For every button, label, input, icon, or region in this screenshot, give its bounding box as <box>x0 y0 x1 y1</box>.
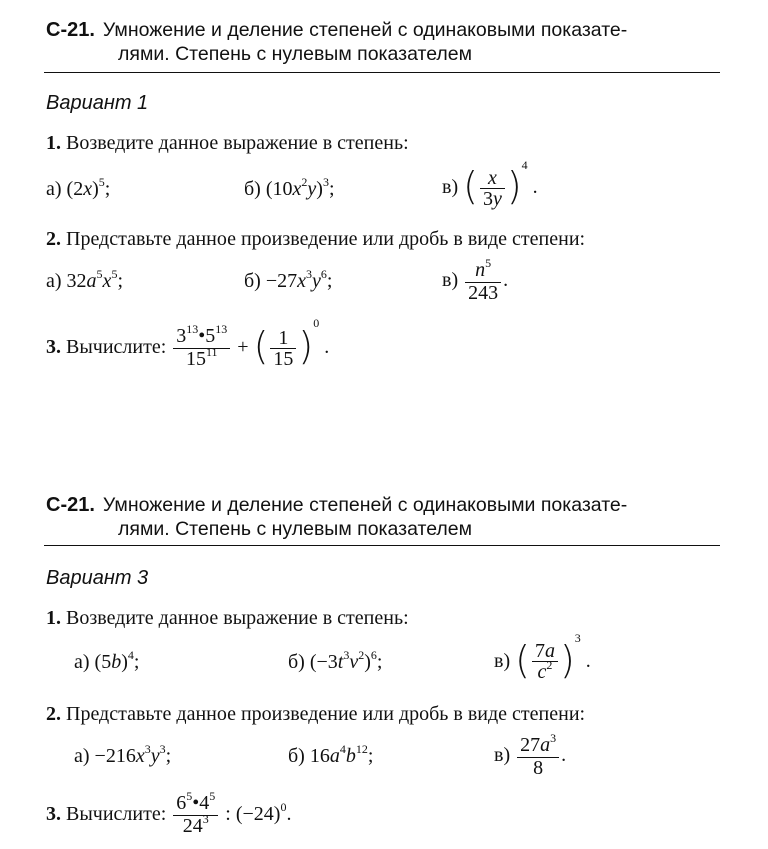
task-3: 3. Вычислите: $\frac{3^{13}•5^{13}}{15^{11}}$ + ( $\frac{1}{15}$ )$^0$ . <box>46 316 330 370</box>
variant-title: Вариант 1 <box>46 92 149 114</box>
task-1a: а) $(5b)^4$; <box>74 648 140 673</box>
header-rule <box>44 72 720 73</box>
task-2c: в) $\frac{n^5}{243}$ . <box>442 256 509 304</box>
section-header <box>46 18 627 66</box>
task-1b: б) $(10x^2y)^3$; <box>244 175 335 200</box>
variant-title: Вариант 3 <box>46 567 149 589</box>
task-1c: в) ( $\frac{x}{3y}$ )$^4$ . <box>442 158 538 210</box>
worksheet-variant-3 <box>44 485 722 845</box>
task-2b: $б) -27x^3y^6$; <box>244 267 333 292</box>
section-code: С-21. <box>46 494 95 516</box>
section-header <box>46 493 627 541</box>
task-3: 3. Вычислите: $\frac{6^5•4^5}{24^3}$ : $(-24)^0$. <box>46 789 292 837</box>
task-2b: б) $16a^4b^{12}$; <box>288 742 374 767</box>
task-2-heading: 2. Представьте данное произведение или дробь в виде степени: <box>46 228 586 250</box>
section-title-line2: лями. Степень с нулевым показателем <box>118 43 473 65</box>
task-2a: $а) -216x^3y^3$; <box>74 742 172 767</box>
task-2c: в) $\frac{27a^3}{8}$ . <box>494 731 567 779</box>
section-title-line1: Умножение и деление степеней с одинаковыми показате- <box>102 19 628 41</box>
section-title-line2: лями. Степень с нулевым показателем <box>118 518 473 540</box>
section-title-line1: Умножение и деление степеней с одинаковыми показате- <box>102 494 628 516</box>
task-1b: б) $(-3t^3v^2)^6$; <box>288 648 383 673</box>
task-2a: а) $32a^5x^5$; <box>46 267 123 292</box>
worksheet-variant-1 <box>44 10 722 390</box>
section-code: С-21. <box>46 19 95 41</box>
task-1c: в) ( $\frac{7a}{c^2}$ )$^3$ . <box>494 631 591 683</box>
header-rule <box>44 545 720 546</box>
task-2-heading: 2. Представьте данное произведение или дробь в виде степени: <box>46 703 586 725</box>
task-1-heading: 1. Возведите данное выражение в степень: <box>46 132 409 154</box>
task-1a: а) $(2x)^5$; <box>46 175 111 200</box>
task-1-heading: 1. Возведите данное выражение в степень: <box>46 607 409 629</box>
